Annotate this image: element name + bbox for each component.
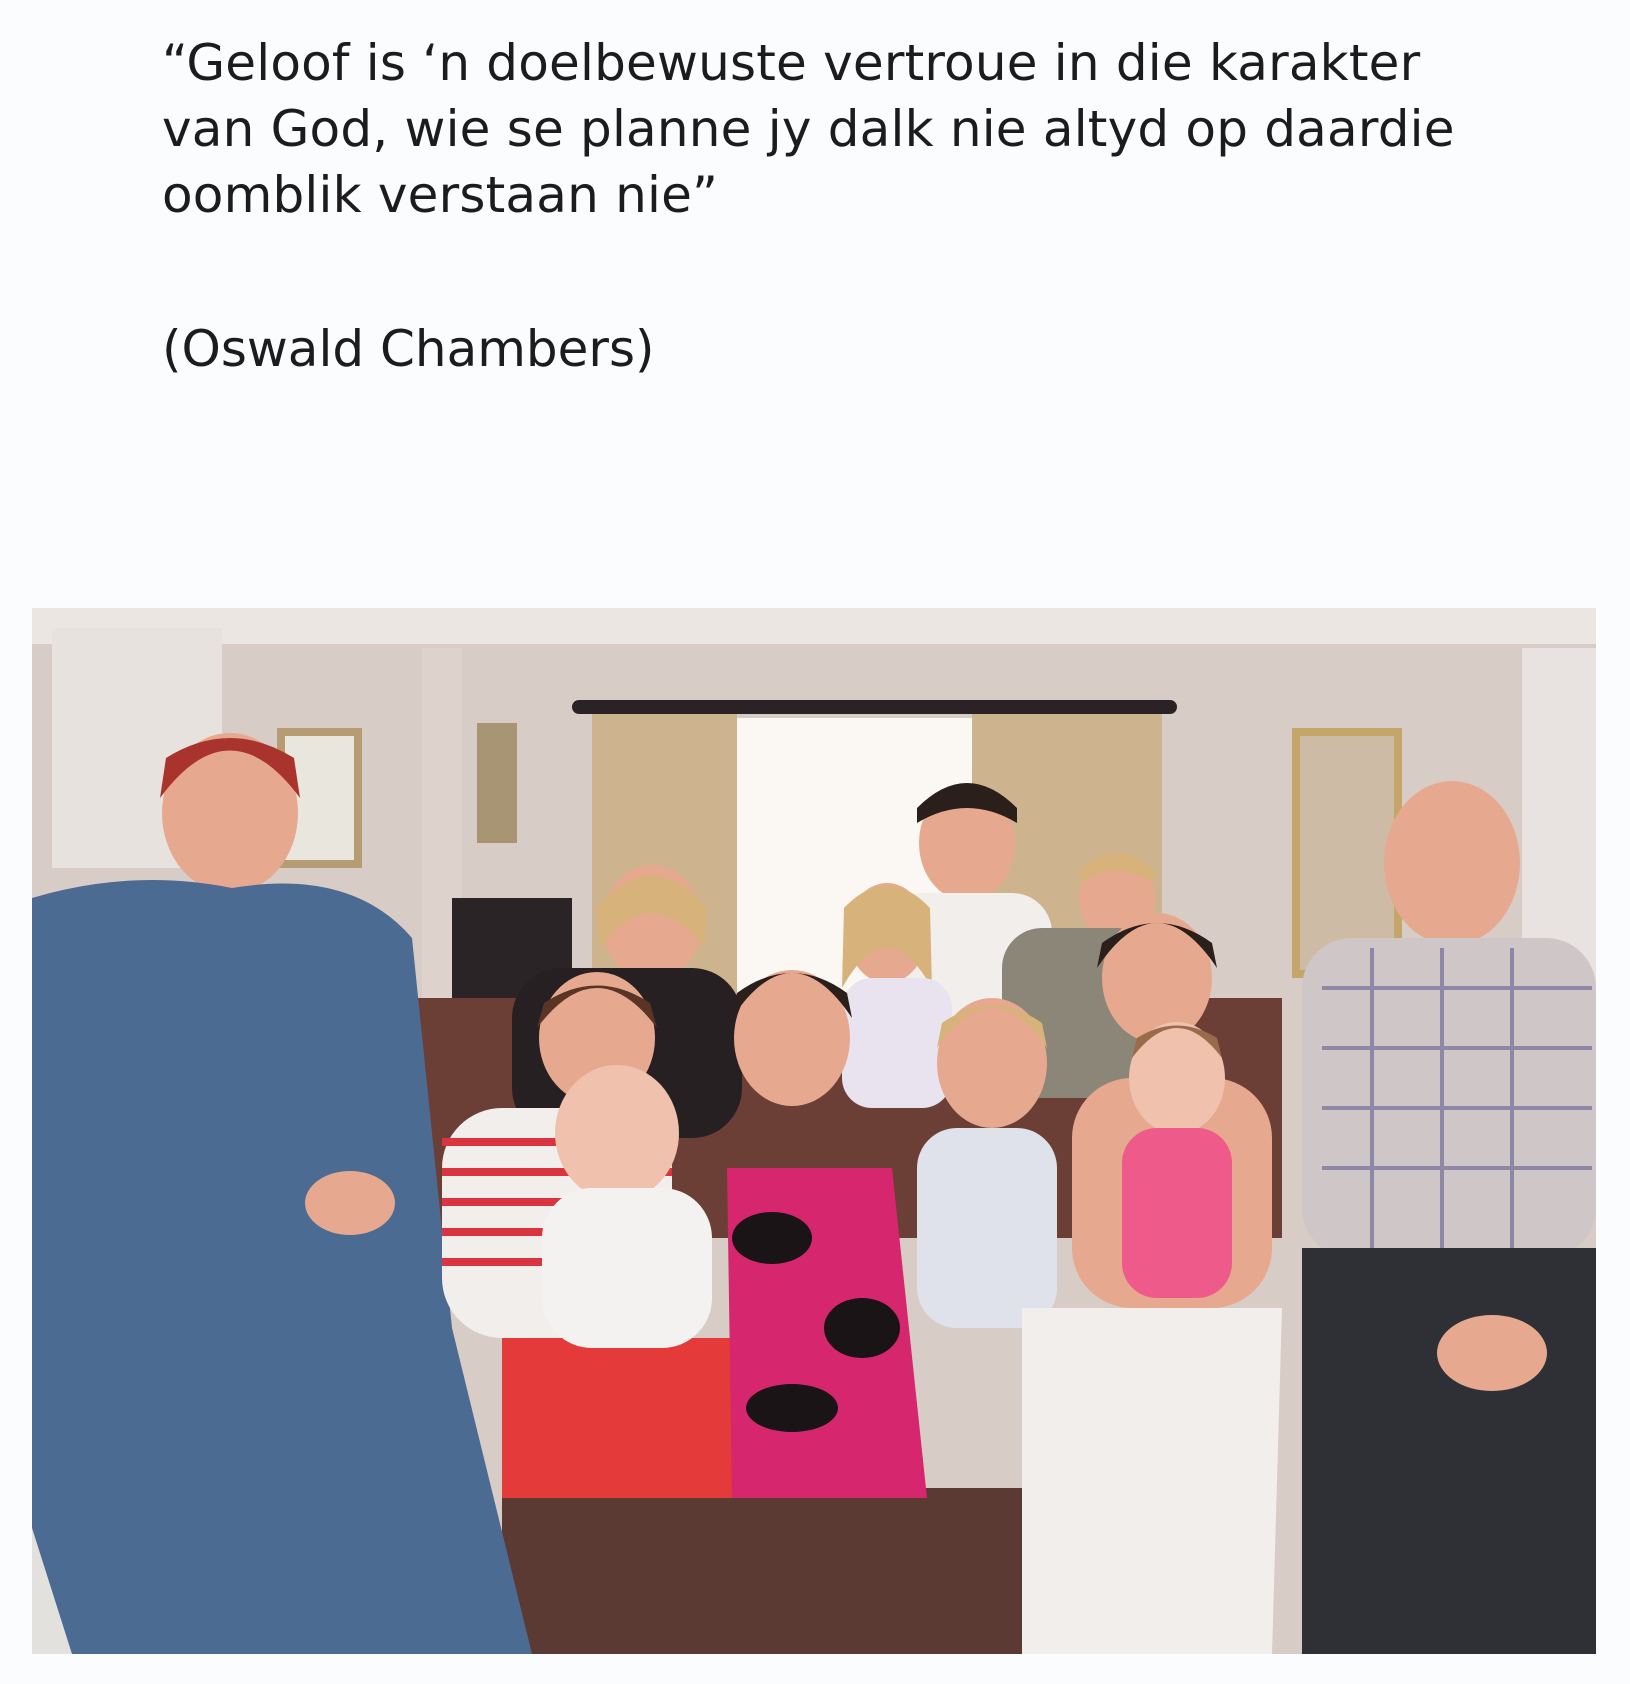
sofa-seat (502, 1488, 1062, 1654)
person-grandfather-hand (1437, 1315, 1547, 1391)
quote-text (162, 30, 1582, 228)
person-toddler-dress (1122, 1128, 1232, 1298)
quote-line: “Geloof is ‘n doelbewuste vertroue in die karakter (162, 34, 1421, 92)
person-woman-dark-hair-face (1102, 913, 1212, 1043)
picture-frame-2 (477, 723, 517, 843)
curtain-rod (572, 700, 1177, 714)
quote-attribution: (Oswald Chambers) (162, 320, 655, 378)
family-photo-illustration (32, 608, 1596, 1654)
quote-line: van God, wie se planne jy dalk nie altyd op daardie (162, 100, 1455, 158)
person-grandmother-hands (305, 1171, 395, 1235)
person-woman-stripes-skirt (502, 1338, 732, 1498)
person-grandfather-face (1384, 781, 1520, 945)
person-baby-dress (542, 1188, 712, 1348)
mirror (1300, 736, 1394, 970)
person-young-man-shirt (917, 1128, 1057, 1328)
person-baby-face (555, 1065, 679, 1201)
person-woman-dark-hair-trousers (1022, 1308, 1282, 1654)
person-girl-top (842, 978, 952, 1108)
person-grandfather-trousers (1302, 1248, 1596, 1654)
family-photo (32, 608, 1596, 1654)
ceiling (32, 608, 1596, 644)
quote-line: oomblik verstaan nie” (162, 166, 719, 224)
